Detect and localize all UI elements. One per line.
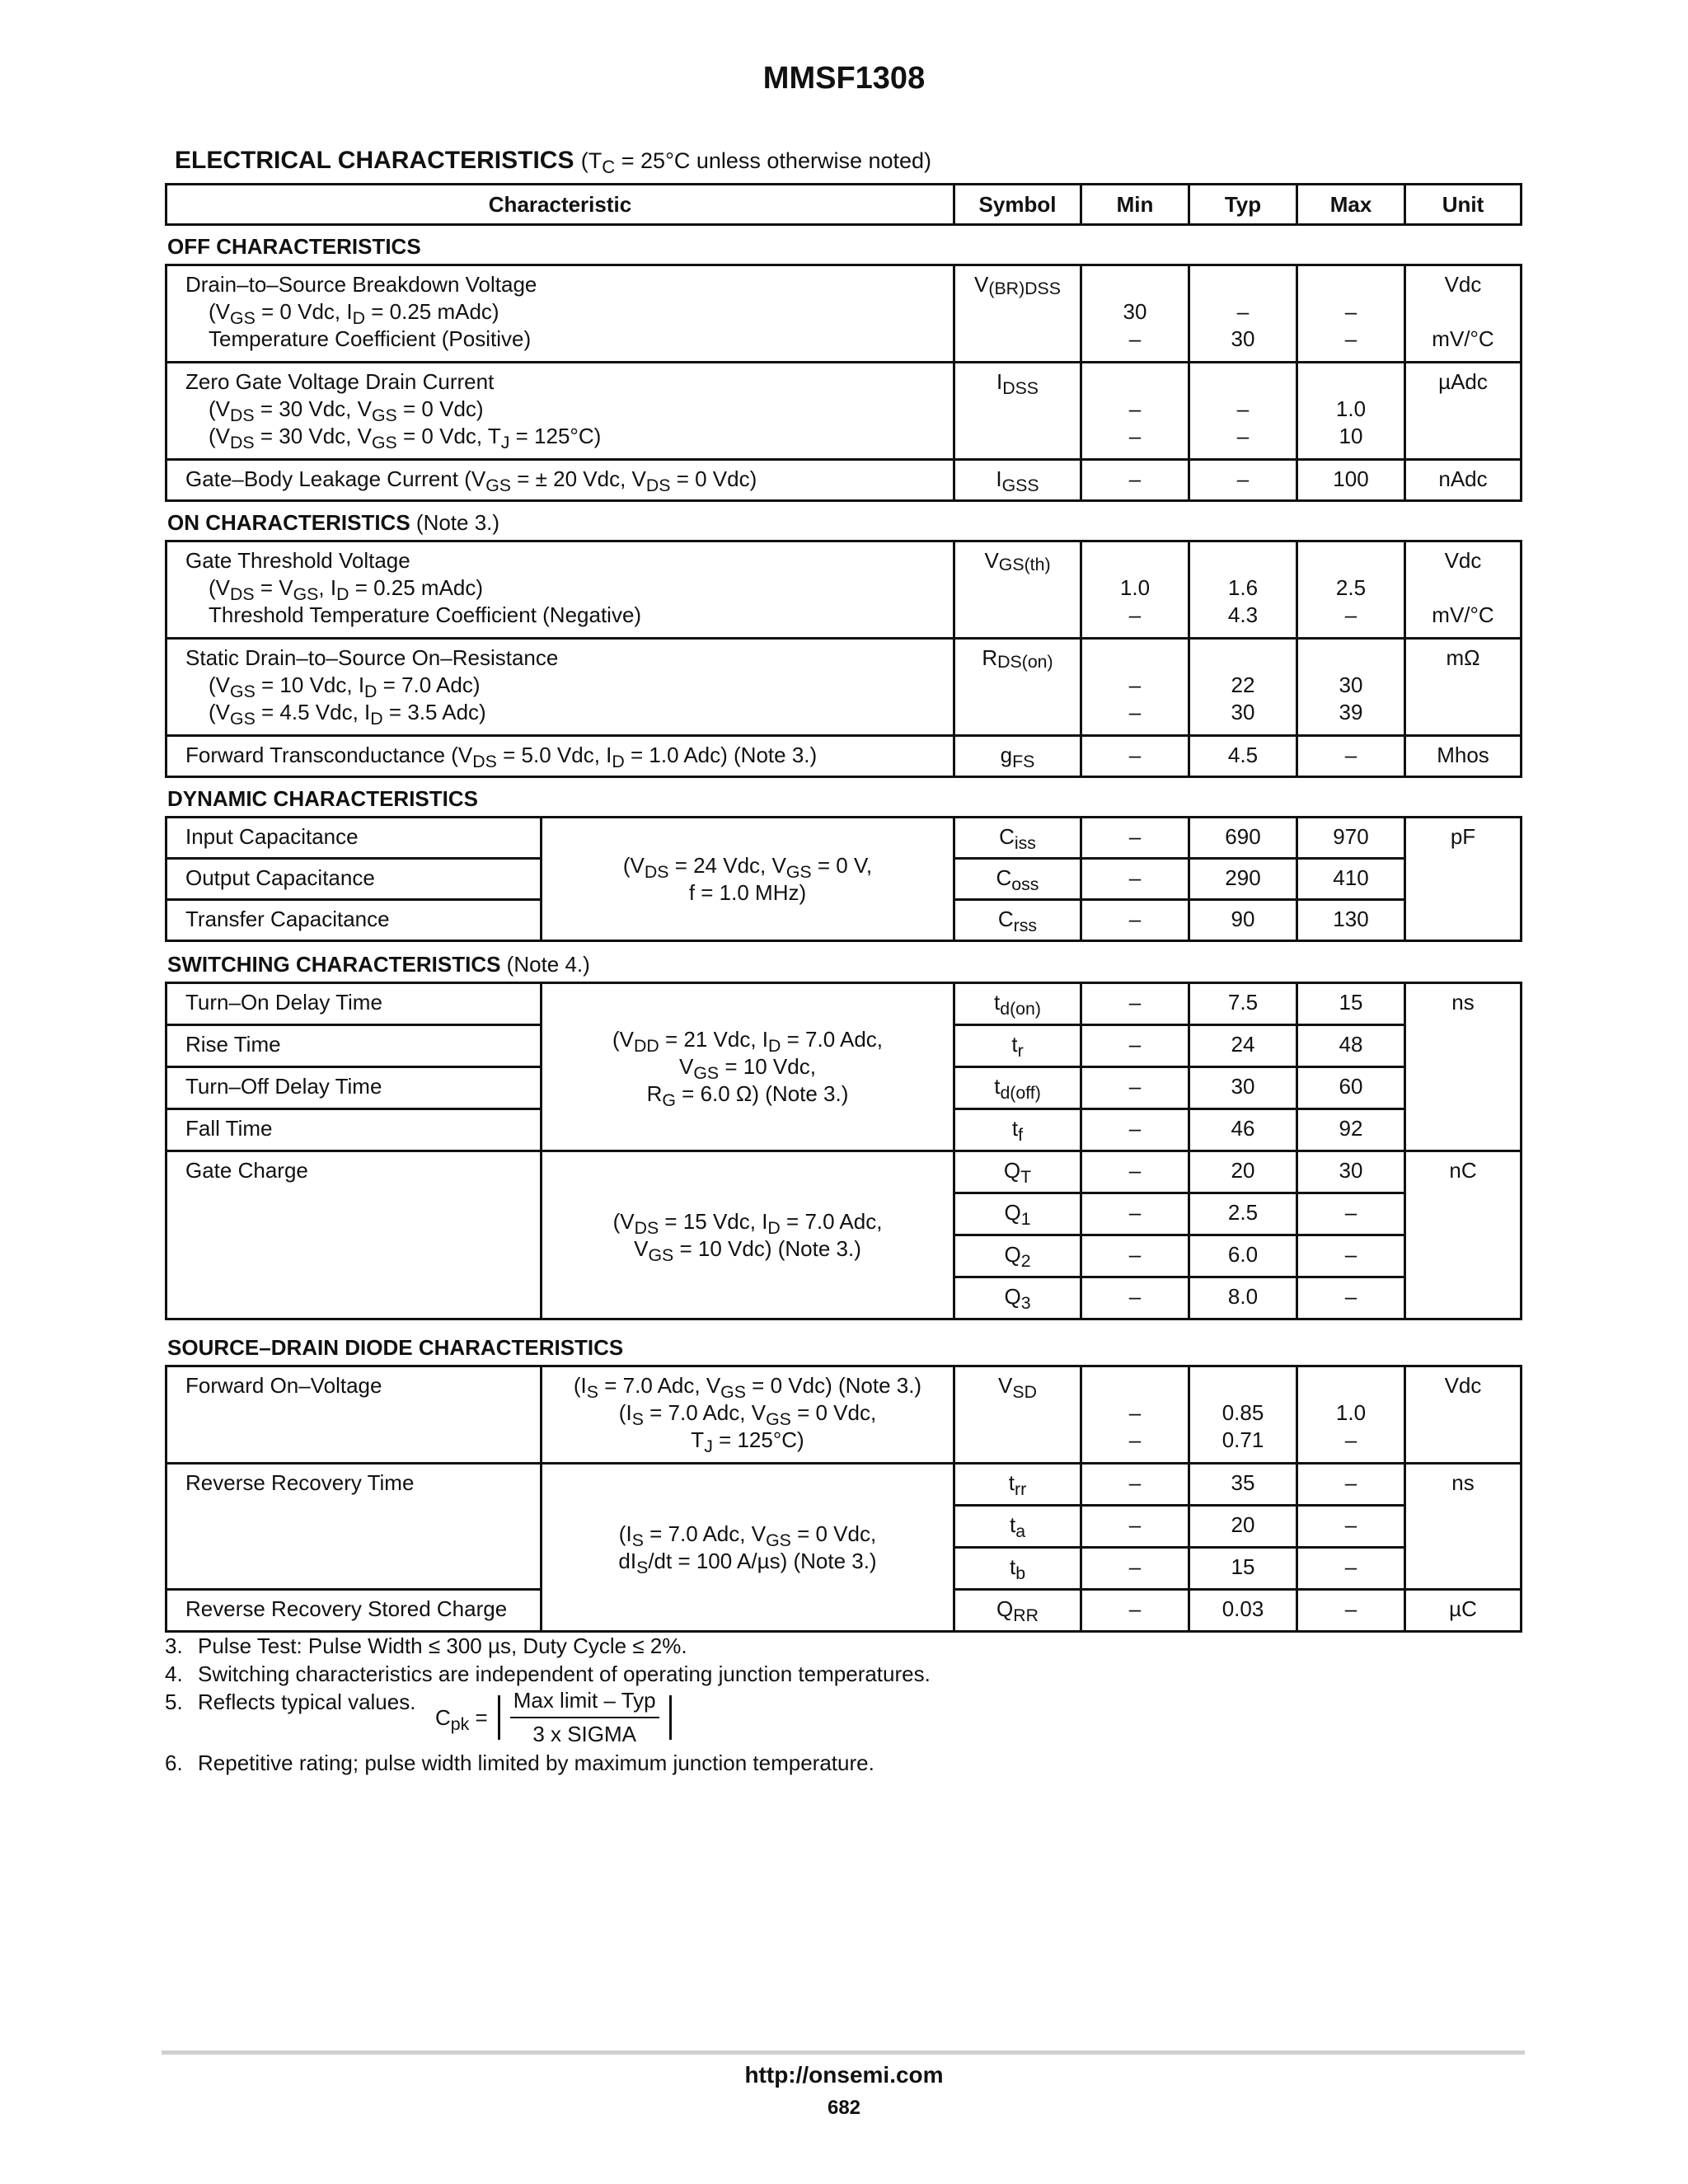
characteristic-cell: Fall Time — [166, 1109, 542, 1151]
max-cell: 60 — [1297, 1067, 1405, 1109]
symbol-cell: $Q_{RR}$ — [954, 1590, 1081, 1632]
cpk-denominator: 3 x SIGMA — [532, 1722, 637, 1746]
unit-cell: Vdc mV/°C — [1405, 265, 1522, 363]
min-cell: – – — [1081, 639, 1189, 736]
max-cell: – — [1297, 1235, 1405, 1277]
min-cell: – — [1081, 736, 1189, 777]
typ-cell: – – — [1189, 363, 1297, 460]
page-title: MMSF1308 — [762, 61, 926, 96]
section-diode-title: SOURCE–DRAIN DIODE CHARACTERISTICS — [167, 1335, 624, 1360]
unit-cell: Mhos — [1405, 736, 1522, 777]
symbol-cell: $V_{SD}$ — [954, 1366, 1081, 1464]
switching-characteristics-table — [165, 982, 1522, 1320]
symbol-cell: $t_a$ — [954, 1506, 1081, 1548]
typ-cell: 35 — [1189, 1464, 1297, 1506]
symbol-cell: $g_{FS}$ — [954, 736, 1081, 777]
typ-cell: – 30 — [1189, 265, 1297, 363]
typ-cell: 0.85 0.71 — [1189, 1366, 1297, 1464]
abs-bar-left — [498, 1695, 500, 1740]
unit-cell: µAdc — [1405, 363, 1522, 460]
max-cell: – — [1297, 1590, 1405, 1632]
min-cell: – — [1081, 1235, 1189, 1277]
min-cell: – — [1081, 1548, 1189, 1590]
col-typ: Typ — [1189, 185, 1297, 225]
typ-cell: 15 — [1189, 1548, 1297, 1590]
section-on-title: ON CHARACTERISTICS (Note 3.) — [167, 510, 500, 535]
condition-cell: ($V_{DS} = 15$ Vdc, $I_D = 7.0$ Adc, $V_{GS} = 10$ Vdc) (Note 3.) — [542, 1151, 954, 1319]
table-row — [166, 460, 1522, 501]
unit-cell: mΩ — [1405, 639, 1522, 736]
max-cell: 2.5 – — [1297, 541, 1405, 639]
unit-cell: ns — [1405, 983, 1522, 1151]
cpk-lhs: $C_{pk}$ = — [435, 1704, 488, 1734]
typ-cell: 22 30 — [1189, 639, 1297, 736]
footnote-3: 3. Pulse Test: Pulse Width ≤ 300 µs, Duty Cycle ≤ 2%. — [165, 1633, 687, 1658]
characteristic-cell: Gate Charge — [166, 1151, 542, 1319]
characteristic-cell: Rise Time — [166, 1025, 542, 1067]
max-cell: 410 — [1297, 859, 1405, 900]
symbol-cell: $t_{d(off)}$ — [954, 1067, 1081, 1109]
cpk-formula — [435, 1688, 682, 1747]
min-cell: 30 – — [1081, 265, 1189, 363]
col-unit: Unit — [1405, 185, 1522, 225]
symbol-cell: $I_{DSS}$ — [954, 363, 1081, 460]
max-cell: – — [1297, 1506, 1405, 1548]
unit-cell: pF — [1405, 818, 1522, 941]
min-cell: – — [1081, 1193, 1189, 1235]
min-cell: – – — [1081, 1366, 1189, 1464]
typ-cell: 8.0 — [1189, 1277, 1297, 1319]
min-cell: 1.0 – — [1081, 541, 1189, 639]
table-heading — [175, 147, 932, 178]
footer-divider — [162, 2050, 1525, 2055]
min-cell: – — [1081, 1464, 1189, 1506]
col-min: Min — [1081, 185, 1189, 225]
max-cell: 1.0 – — [1297, 1366, 1405, 1464]
typ-cell: 90 — [1189, 900, 1297, 941]
max-cell: – — [1297, 1193, 1405, 1235]
table-row — [166, 1151, 1522, 1193]
unit-cell: Vdc mV/°C — [1405, 541, 1522, 639]
dynamic-characteristics-table — [165, 816, 1522, 942]
min-cell: – – — [1081, 363, 1189, 460]
col-max: Max — [1297, 185, 1405, 225]
characteristic-cell: Turn–Off Delay Time — [166, 1067, 542, 1109]
unit-cell: nAdc — [1405, 460, 1522, 501]
table-heading-title: ELECTRICAL CHARACTERISTICS — [175, 147, 574, 174]
footnote-6: 6. Repetitive rating; pulse width limited by maximum junction temperature. — [165, 1750, 874, 1775]
typ-cell: 4.5 — [1189, 736, 1297, 777]
table-row — [166, 541, 1522, 639]
min-cell: – — [1081, 983, 1189, 1025]
characteristic-cell: Reverse Recovery Stored Charge — [166, 1590, 542, 1632]
min-cell: – — [1081, 1277, 1189, 1319]
unit-cell: nC — [1405, 1151, 1522, 1319]
col-symbol: Symbol — [954, 185, 1081, 225]
typ-cell: 290 — [1189, 859, 1297, 900]
typ-cell: 20 — [1189, 1506, 1297, 1548]
max-cell: 30 — [1297, 1151, 1405, 1193]
unit-cell: Vdc — [1405, 1366, 1522, 1464]
max-cell: – — [1297, 1277, 1405, 1319]
cpk-fraction — [510, 1688, 659, 1747]
symbol-cell: $t_r$ — [954, 1025, 1081, 1067]
max-cell: – — [1297, 1548, 1405, 1590]
characteristic-cell: Gate Threshold Voltage ($V_{DS} = V_{GS}$, $I_D = 0.25$ mAdc) Threshold Temperature Coefficient (Negative) — [166, 541, 954, 639]
max-cell: 15 — [1297, 983, 1405, 1025]
section-dynamic-title: DYNAMIC CHARACTERISTICS — [167, 786, 478, 811]
section-switching-title: SWITCHING CHARACTERISTICS (Note 4.) — [167, 952, 590, 977]
typ-cell: 6.0 — [1189, 1235, 1297, 1277]
characteristic-cell: Gate–Body Leakage Current ($V_{GS}$ = ± 20 Vdc, $V_{DS} = 0$ Vdc) — [166, 460, 954, 501]
table-row — [166, 1366, 1522, 1464]
characteristic-cell: Static Drain–to–Source On–Resistance ($V_{GS} = 10$ Vdc, $I_D = 7.0$ Adc) ($V_{GS} = 4.5$ Vdc, $I_D = 3.5$ Adc) — [166, 639, 954, 736]
footnote-5: 5. Reflects typical values. — [165, 1690, 416, 1714]
off-characteristics-table — [165, 264, 1522, 502]
typ-cell: – — [1189, 460, 1297, 501]
characteristic-cell: Turn–On Delay Time — [166, 983, 542, 1025]
min-cell: – — [1081, 859, 1189, 900]
symbol-cell: $R_{DS(on)}$ — [954, 639, 1081, 736]
symbol-cell: $Q_T$ — [954, 1151, 1081, 1193]
symbol-cell: $t_b$ — [954, 1548, 1081, 1590]
cpk-numerator: Max limit – Typ — [510, 1688, 659, 1718]
typ-cell: 7.5 — [1189, 983, 1297, 1025]
typ-cell: 20 — [1189, 1151, 1297, 1193]
unit-cell: µC — [1405, 1590, 1522, 1632]
symbol-cell: $Q_1$ — [954, 1193, 1081, 1235]
typ-cell: 690 — [1189, 818, 1297, 859]
page-number: 682 — [827, 2097, 861, 2119]
characteristic-cell: Drain–to–Source Breakdown Voltage ($V_{GS} = 0$ Vdc, $I_D = 0.25$ mAdc) Temperature Coefficient (Positive) — [166, 265, 954, 363]
characteristic-cell: Forward On–Voltage — [166, 1366, 542, 1464]
footer-url[interactable]: http://onsemi.com — [744, 2062, 944, 2088]
characteristic-cell: Reverse Recovery Time — [166, 1464, 542, 1590]
table-row — [166, 818, 1522, 859]
max-cell: – — [1297, 736, 1405, 777]
table-row — [166, 1464, 1522, 1506]
max-cell: 100 — [1297, 460, 1405, 501]
typ-cell: 46 — [1189, 1109, 1297, 1151]
min-cell: – — [1081, 1151, 1189, 1193]
unit-cell: ns — [1405, 1464, 1522, 1590]
condition-cell: ($V_{DD} = 21$ Vdc, $I_D = 7.0$ Adc, $V_{GS} = 10$ Vdc, $R_G = 6.0$ Ω) (Note 3.) — [542, 983, 954, 1151]
typ-cell: 1.6 4.3 — [1189, 541, 1297, 639]
symbol-cell: $C_{oss}$ — [954, 859, 1081, 900]
max-cell: 970 — [1297, 818, 1405, 859]
min-cell: – — [1081, 818, 1189, 859]
symbol-cell: $C_{iss}$ — [954, 818, 1081, 859]
min-cell: – — [1081, 900, 1189, 941]
table-row — [166, 639, 1522, 736]
typ-cell: 24 — [1189, 1025, 1297, 1067]
min-cell: – — [1081, 1506, 1189, 1548]
characteristic-cell: Zero Gate Voltage Drain Current ($V_{DS} = 30$ Vdc, $V_{GS} = 0$ Vdc) ($V_{DS} = 30$ Vdc, $V_{GS} = 0$ Vdc, $T_J = 125^\circ C$) — [166, 363, 954, 460]
typ-cell: 30 — [1189, 1067, 1297, 1109]
characteristic-cell: Input Capacitance — [166, 818, 542, 859]
max-cell: 130 — [1297, 900, 1405, 941]
min-cell: – — [1081, 1590, 1189, 1632]
typ-cell: 2.5 — [1189, 1193, 1297, 1235]
col-characteristic: Characteristic — [166, 185, 954, 225]
symbol-cell: $t_f$ — [954, 1109, 1081, 1151]
table-row — [166, 983, 1522, 1025]
min-cell: – — [1081, 1025, 1189, 1067]
min-cell: – — [1081, 460, 1189, 501]
on-characteristics-table — [165, 540, 1522, 778]
symbol-cell: $C_{rss}$ — [954, 900, 1081, 941]
abs-bar-right — [669, 1695, 672, 1740]
symbol-cell: $V_{(BR)DSS}$ — [954, 265, 1081, 363]
max-cell: 92 — [1297, 1109, 1405, 1151]
symbol-cell: $V_{GS(th)}$ — [954, 541, 1081, 639]
section-off-title: OFF CHARACTERISTICS — [167, 234, 421, 259]
diode-characteristics-table — [165, 1365, 1522, 1633]
table-row — [166, 265, 1522, 363]
condition-cell: ($I_S = 7.0$ Adc, $V_{GS} = 0$ Vdc) (Note 3.) ($I_S = 7.0$ Adc, $V_{GS} = 0$ Vdc, $T_J = 125^\circ C$) — [542, 1366, 954, 1464]
symbol-cell: $Q_2$ — [954, 1235, 1081, 1277]
column-header-table — [165, 183, 1522, 226]
condition-cell: ($I_S = 7.0$ Adc, $V_{GS} = 0$ Vdc, $dI_S/dt = 100$ A/µs) (Note 3.) — [542, 1464, 954, 1632]
table-row — [166, 363, 1522, 460]
characteristic-cell: Output Capacitance — [166, 859, 542, 900]
symbol-cell: $t_{rr}$ — [954, 1464, 1081, 1506]
min-cell: – — [1081, 1067, 1189, 1109]
max-cell: – — [1297, 1464, 1405, 1506]
max-cell: – – — [1297, 265, 1405, 363]
symbol-cell: $I_{GSS}$ — [954, 460, 1081, 501]
symbol-cell: $Q_3$ — [954, 1277, 1081, 1319]
characteristic-cell: Transfer Capacitance — [166, 900, 542, 941]
condition-cell: ($V_{DS} = 24$ Vdc, $V_{GS} = 0$ V, f = 1.0 MHz) — [542, 818, 954, 941]
table-heading-condition: ($T_C = 25^\circ C$ unless otherwise noted) — [580, 148, 932, 178]
max-cell: 1.0 10 — [1297, 363, 1405, 460]
symbol-cell: $t_{d(on)}$ — [954, 983, 1081, 1025]
characteristic-cell: Forward Transconductance ($V_{DS} = 5.0$ Vdc, $I_D = 1.0$ Adc) (Note 3.) — [166, 736, 954, 777]
table-row — [166, 736, 1522, 777]
max-cell: 48 — [1297, 1025, 1405, 1067]
footnote-4: 4. Switching characteristics are independent of operating junction temperatures. — [165, 1661, 931, 1686]
max-cell: 30 39 — [1297, 639, 1405, 736]
min-cell: – — [1081, 1109, 1189, 1151]
typ-cell: 0.03 — [1189, 1590, 1297, 1632]
